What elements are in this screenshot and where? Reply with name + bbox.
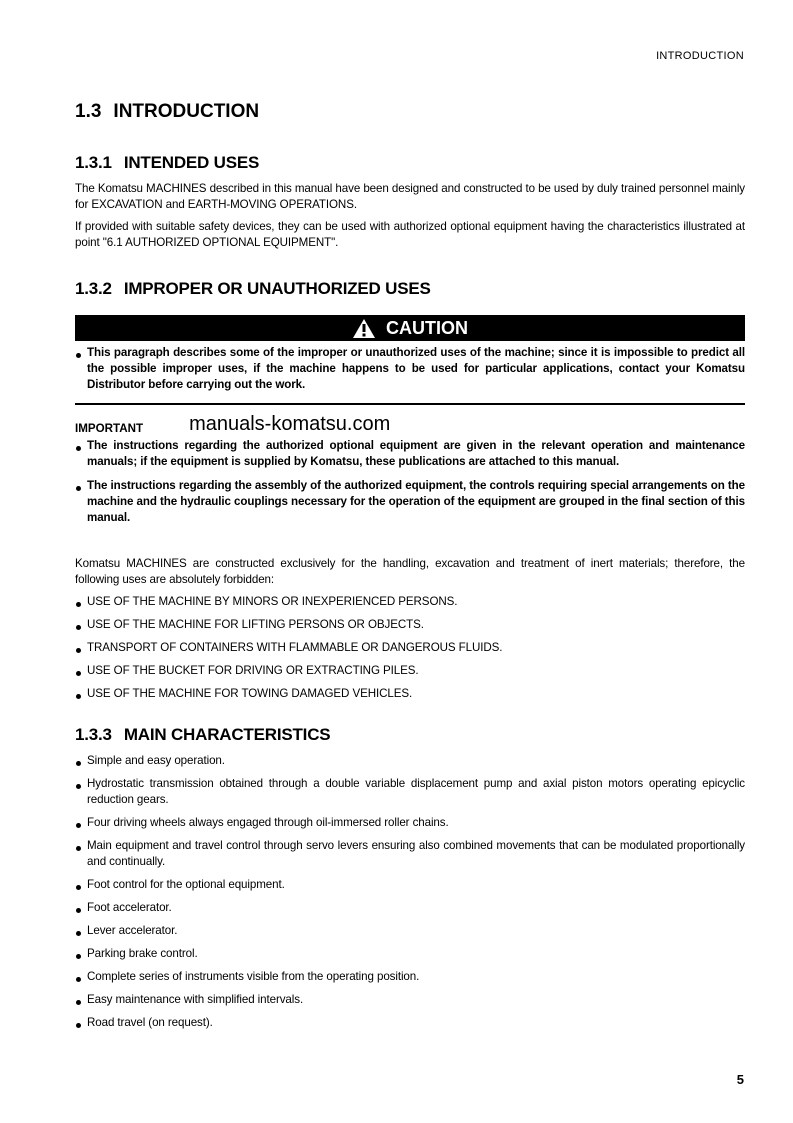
caution-box <box>75 315 745 405</box>
caution-text: This paragraph describes some of the improper or unauthorized uses of the machine; since it is impossible to predict all the possible improper uses, if the machine happens to be used for particular applications, contact your Komatsu Distributor before carrying out the work. <box>75 345 745 393</box>
paragraph: The Komatsu MACHINES described in this manual have been designed and constructed to be used by duly trained personnel mainly for EXCAVATION and EARTH-MOVING OPERATIONS. <box>75 182 745 211</box>
intended-uses-body <box>75 181 745 257</box>
watermark: manuals-komatsu.com <box>189 413 391 435</box>
list-item: Main equipment and travel control through servo levers ensuring also combined movements that can be modulated proportionally and continually. <box>75 838 745 870</box>
section-title: INTRODUCTION <box>113 101 260 122</box>
list-item: Four driving wheels always engaged through oil-immersed roller chains. <box>75 815 745 831</box>
list-item: Easy maintenance with simplified intervals. <box>75 992 745 1008</box>
subsection-title: INTENDED USES <box>123 153 260 172</box>
subsection-heading-intended-uses <box>75 153 745 173</box>
list-item: USE OF THE BUCKET FOR DRIVING OR EXTRACTING PILES. <box>75 663 745 679</box>
subsection-number: 1.3.3 <box>75 725 112 744</box>
important-label: IMPORTANT <box>75 422 144 435</box>
list-item: USE OF THE MACHINE FOR LIFTING PERSONS OR OBJECTS. <box>75 617 745 633</box>
list-item: Foot accelerator. <box>75 900 745 916</box>
important-label-row <box>75 410 745 436</box>
caution-divider <box>75 403 745 405</box>
caution-banner <box>75 315 745 341</box>
subsection-number: 1.3.1 <box>75 153 112 172</box>
subsection-title: IMPROPER OR UNAUTHORIZED USES <box>123 279 431 298</box>
running-header: INTRODUCTION <box>656 50 744 62</box>
list-item: Road travel (on request). <box>75 1015 745 1031</box>
subsection-heading-improper-uses <box>75 279 745 299</box>
list-item: USE OF THE MACHINE FOR TOWING DAMAGED VEHICLES. <box>75 686 745 702</box>
caution-label: CAUTION <box>386 317 468 338</box>
forbidden-uses <box>75 556 745 709</box>
subsection-title: MAIN CHARACTERISTICS <box>123 725 331 744</box>
characteristics-list <box>75 753 745 1038</box>
list-item: Parking brake control. <box>75 946 745 962</box>
list-item: Simple and easy operation. <box>75 753 745 769</box>
section-number: 1.3 <box>75 101 102 122</box>
important-block <box>75 410 745 533</box>
list-item: Foot control for the optional equipment. <box>75 877 745 893</box>
important-item: The instructions regarding the authorized optional equipment are given in the relevant operation and maintenance manuals; if the equipment is supplied by Komatsu, these publications are attached to this manual. <box>75 438 745 470</box>
paragraph: If provided with suitable safety devices, they can be used with authorized optional equipment having the characteristics illustrated at point "6.1 AUTHORIZED OPTIONAL EQUIPMENT". <box>75 220 745 249</box>
subsection-heading-main-characteristics <box>75 725 745 745</box>
page-number: 5 <box>736 1072 744 1087</box>
list-item: USE OF THE MACHINE BY MINORS OR INEXPERIENCED PERSONS. <box>75 594 745 610</box>
warning-triangle-icon <box>352 318 376 339</box>
subsection-number: 1.3.2 <box>75 279 112 298</box>
list-item: Complete series of instruments visible from the operating position. <box>75 969 745 985</box>
list-item: TRANSPORT OF CONTAINERS WITH FLAMMABLE OR DANGEROUS FLUIDS. <box>75 640 745 656</box>
section-heading <box>75 101 745 123</box>
list-item: Lever accelerator. <box>75 923 745 939</box>
paragraph: Komatsu MACHINES are constructed exclusively for the handling, excavation and treatment of inert materials; therefore, the following uses are absolutely forbidden: <box>75 557 745 586</box>
list-item: Hydrostatic transmission obtained through a double variable displacement pump and axial piston motors operating epicyclic reduction gears. <box>75 776 745 808</box>
important-item: The instructions regarding the assembly of the authorized equipment, the controls requiring special arrangements on the machine and the hydraulic couplings necessary for the operation of the equipment are grouped in the final section of this manual. <box>75 478 745 526</box>
